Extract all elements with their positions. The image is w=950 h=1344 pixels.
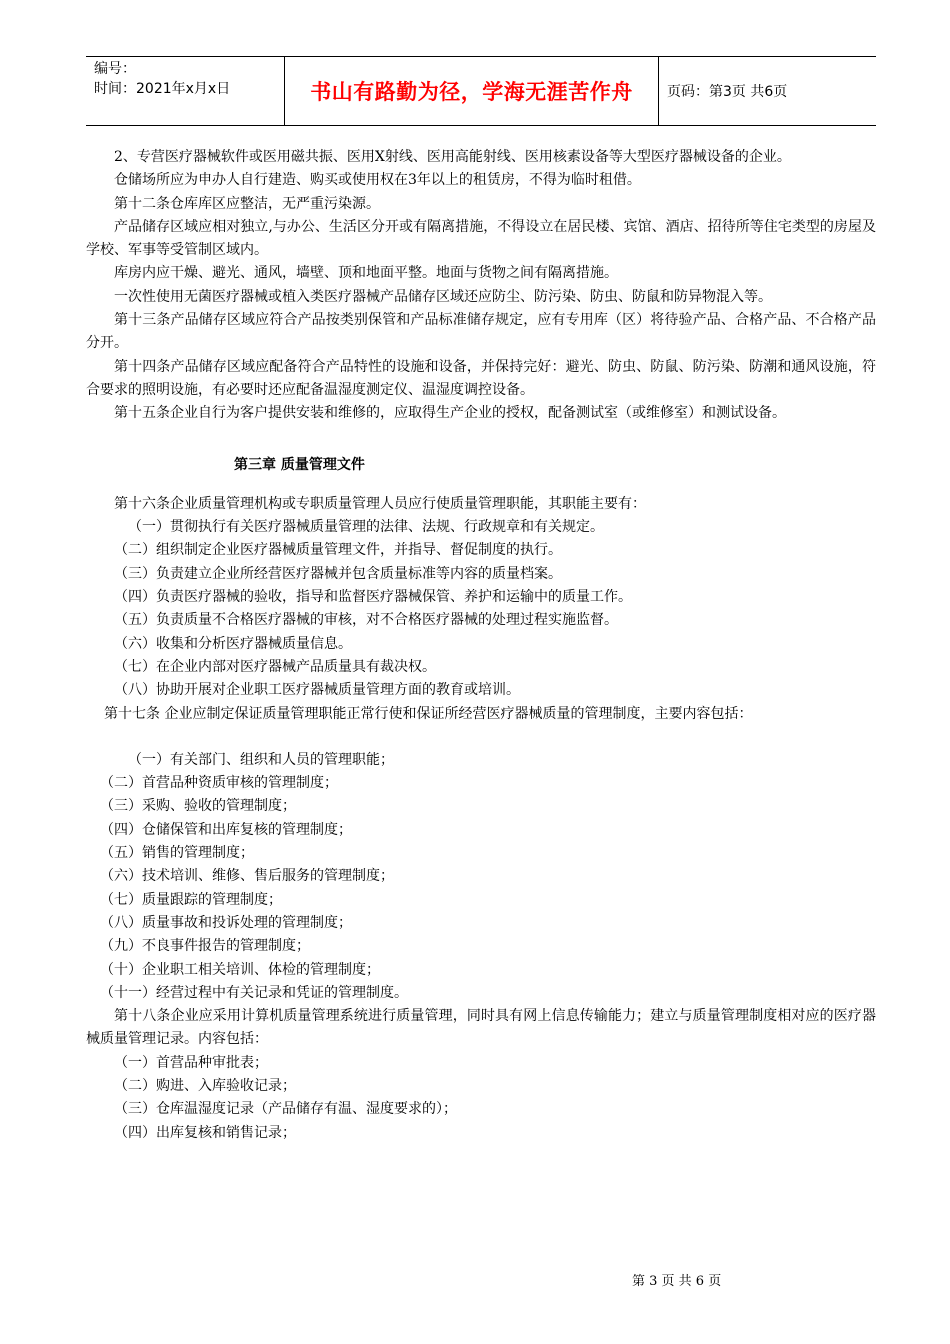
list-item: （一）首营品种审批表； — [114, 1054, 268, 1071]
list-item: （六）技术培训、维修、售后服务的管理制度； — [100, 868, 394, 885]
paragraph: 产品储存区域应相对独立,与办公、生活区分开或有隔离措施，不得设立在居民楼、宾馆、酒店、招待所等住宅类型的房屋及学校、军事等受管制区域内。 — [86, 218, 876, 259]
header-meta — [86, 57, 285, 125]
page-header — [86, 56, 876, 126]
list-item: （八）协助开展对企业职工医疗器械质量管理方面的教育或培训。 — [114, 682, 520, 699]
list-item: （九）不良事件报告的管理制度； — [100, 938, 310, 955]
list-item: （七）在企业内部对医疗器械产品质量具有裁决权。 — [114, 658, 436, 675]
list-item: （七）质量跟踪的管理制度； — [100, 891, 282, 908]
paragraph: 第十四条产品储存区域应配备符合产品特性的设施和设备，并保持完好：避光、防虫、防鼠、防污染、防潮和通风设施，符合要求的照明设施，有必要时还应配备温湿度测定仪、温湿度调控设备。 — [86, 358, 876, 398]
paragraph: 第十五条企业自行为客户提供安装和维修的，应取得生产企业的授权，配备测试室（或维修室）和测试设备。 — [114, 405, 786, 422]
list-item: （十一）经营过程中有关记录和凭证的管理制度。 — [100, 984, 408, 1001]
list-item: （四）出库复核和销售记录； — [114, 1124, 296, 1141]
list-item: （一）有关部门、组织和人员的管理职能； — [128, 751, 394, 768]
paragraph: 一次性使用无菌医疗器械或植入类医疗器械产品储存区域还应防尘、防污染、防虫、防鼠和防异物混入等。 — [114, 288, 772, 305]
paragraph: 第十二条仓库库区应整洁，无严重污染源。 — [114, 195, 380, 212]
chapter-title: 第三章 质量管理文件 — [234, 456, 365, 473]
list-item: （八）质量事故和投诉处理的管理制度； — [100, 914, 352, 931]
paragraph: 第十六条企业质量管理机构或专职质量管理人员应行使质量管理职能，其职能主要有： — [114, 495, 646, 512]
paragraph: 第十七条 企业应制定保证质量管理职能正常行使和保证所经营医疗器械质量的管理制度，主要内容包括： — [104, 705, 753, 722]
list-item: （三）采购、验收的管理制度； — [100, 798, 296, 815]
number-label: 编号： — [94, 61, 136, 77]
list-item: （二）首营品种资质审核的管理制度； — [100, 775, 338, 792]
paragraph: 第十八条企业应采用计算机质量管理系统进行质量管理，同时具有网上信息传输能力；建立与质量管理制度相对应的医疗器械质量管理记录。内容包括： — [86, 1008, 876, 1048]
paragraph: 库房内应干燥、避光、通风，墙壁、顶和地面平整。地面与货物之间有隔离措施。 — [114, 265, 618, 282]
list-item: （五）销售的管理制度； — [100, 845, 254, 862]
time-label: 时间：2021年x月x日 — [94, 81, 231, 97]
paragraph: 2、专营医疗器械软件或医用磁共振、医用X射线、医用高能射线、医用核素设备等大型医疗器械设备的企业。 — [114, 149, 791, 165]
paragraph: 仓储场所应为申办人自行建造、购买或使用权在3年以上的租赁房，不得为临时租借。 — [114, 172, 641, 189]
document-body — [86, 146, 876, 1145]
page-footer: 第 3 页 共 6 页 — [632, 1274, 722, 1289]
list-item: （五）负责质量不合格医疗器械的审核，对不合格医疗器械的处理过程实施监督。 — [114, 612, 618, 629]
header-page-label: 页码：第3页 共6页 — [667, 84, 788, 100]
header-motto: 书山有路勤为径，学海无涯苦作舟 — [285, 57, 659, 125]
list-item: （三）负责建立企业所经营医疗器械并包含质量标准等内容的质量档案。 — [114, 565, 562, 582]
list-item: （四）负责医疗器械的验收，指导和监督医疗器械保管、养护和运输中的质量工作。 — [114, 589, 632, 606]
list-item: （六）收集和分析医疗器械质量信息。 — [114, 635, 352, 652]
list-item: （十）企业职工相关培训、体检的管理制度； — [100, 961, 380, 978]
list-item: （三）仓库温湿度记录（产品储存有温、湿度要求的）； — [114, 1101, 457, 1118]
list-item: （四）仓储保管和出库复核的管理制度； — [100, 821, 352, 838]
list-item: （二）购进、入库验收记录； — [114, 1077, 296, 1094]
list-item: （二）组织制定企业医疗器械质量管理文件，并指导、督促制度的执行。 — [114, 542, 562, 559]
list-item: （一）贯彻执行有关医疗器械质量管理的法律、法规、行政规章和有关规定。 — [128, 519, 604, 536]
paragraph: 第十三条产品储存区域应符合产品按类别保管和产品标准储存规定，应有专用库（区）将待验产品、合格产品、不合格产品分开。 — [86, 312, 876, 352]
